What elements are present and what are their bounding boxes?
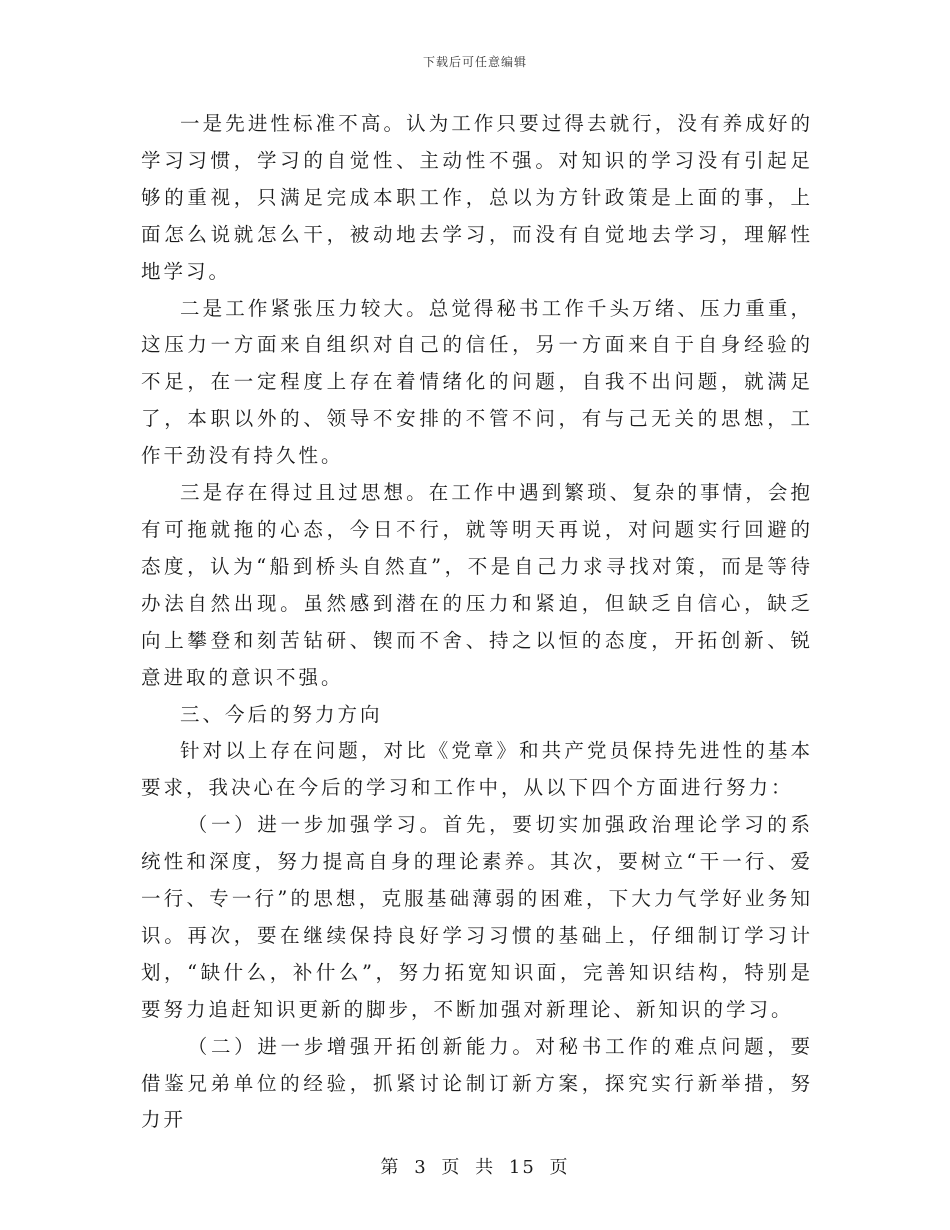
page-footer — [0, 1153, 950, 1179]
paragraph-3: 三是存在得过且过思想。在工作中遇到繁琐、复杂的事情，会抱有可拖就拖的心态，今日不行，就等明天再说，对问题实行回避的态度，认为“船到桥头自然直”，不是自己力求寻找对策，而是等待办法自然出现。虽然感到潜在的压力和紧迫，但缺乏自信心，缺乏向上攀登和刻苦钻研、锲而不舍、持之以恒的态度，开拓创新、锐意进取的意识不强。 — [141, 481, 813, 689]
page-header: 下载后可任意编辑 — [422, 55, 527, 69]
footer-label-page-unit: 页 — [441, 1157, 462, 1178]
footer-label-total: 共 — [475, 1157, 496, 1178]
paragraph-1: 一是先进性标准不高。认为工作只要过得去就行，没有养成好的学习习惯，学习的自觉性、主动性不强。对知识的学习没有引起足够的重视，只满足完成本职工作，总以为方针政策是上面的事，上面怎么说就怎么干，被动地去学习，而没有自觉地去学习，理解性地学习。 — [141, 112, 813, 283]
paragraph-5: （一）进一步加强学习。首先，要切实加强政治理论学习的系统性和深度，努力提高自身的理论素养。其次，要树立“干一行、爱一行、专一行”的思想，克服基础薄弱的困难，下大力气学好业务知识。再次，要在继续保持良好学习习惯的基础上，仔细制订学习计划，“缺什么，补什么”，努力拓宽知识面，完善知识结构，特别是要努力追赶知识更新的脚步，不断加强对新理论、新知识的学习。 — [141, 813, 813, 1021]
paragraph-2: 二是工作紧张压力较大。总觉得秘书工作千头万绪、压力重重，这压力一方面来自组织对自己的信任，另一方面来自于自身经验的不足，在一定程度上存在着情绪化的问题，自我不出问题，就满足了，本职以外的、领导不安排的不管不问，有与己无关的思想，工作干劲没有持久性。 — [141, 296, 813, 468]
footer-total-pages: 15 — [508, 1157, 536, 1178]
footer-current-page: 3 — [414, 1157, 428, 1178]
document-body — [141, 106, 813, 1139]
paragraph-4: 针对以上存在问题，对比《党章》和共产党员保持先进性的基本要求，我决心在今后的学习和工作中，从以下四个方面进行努力： — [141, 739, 813, 800]
footer-label-total-unit: 页 — [549, 1157, 570, 1178]
section-heading: 三、今后的努力方向 — [180, 702, 383, 726]
paragraph-6: （二）进一步增强开拓创新能力。对秘书工作的难点问题，要借鉴兄弟单位的经验，抓紧讨论制订新方案，探究实行新举措，努力开 — [141, 1034, 813, 1132]
footer-label-page: 第 — [380, 1157, 401, 1178]
